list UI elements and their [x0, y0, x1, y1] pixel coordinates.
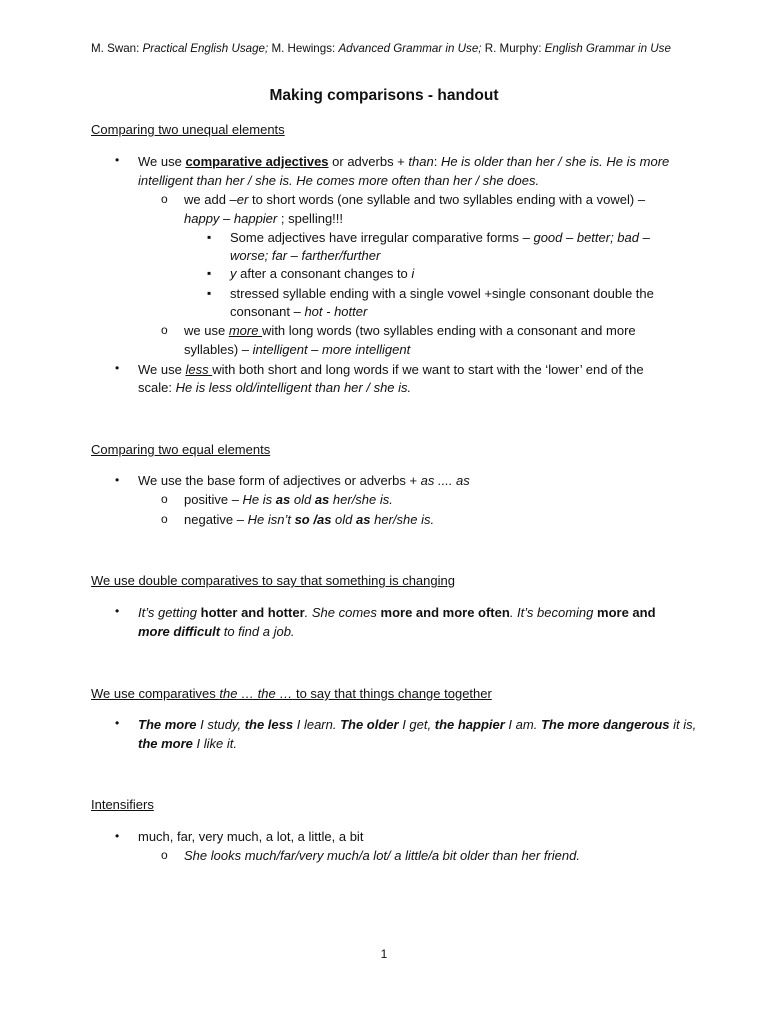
- bullet-square: ▪: [207, 230, 212, 244]
- unequal-line-8: stressed syllable ending with a single vowel +single consonant double the: [230, 286, 654, 301]
- bullet-square: ▪: [207, 286, 212, 300]
- ref-author-murphy: R. Murphy:: [481, 42, 545, 55]
- bullet-disc: •: [115, 604, 120, 618]
- bullet-disc: •: [115, 361, 120, 375]
- equal-line-1: We use the base form of adjectives or adverbs + as .... as: [138, 473, 470, 488]
- unequal-line-4: happy – happier ; spelling!!!: [184, 211, 344, 226]
- equal-line-positive: positive – He is as old as her/she is.: [184, 492, 393, 507]
- section-heading-unequal: Comparing two unequal elements: [91, 122, 285, 137]
- double-line-2: more difficult to find a job.: [138, 624, 295, 639]
- bullet-circle: o: [161, 848, 168, 862]
- section-heading-intensifiers: Intensifiers: [91, 797, 154, 812]
- page-number: 1: [380, 947, 388, 961]
- intensifiers-line-2: She looks much/far/very much/a lot/ a little/a bit older than her friend.: [184, 848, 580, 863]
- bullet-disc: •: [115, 473, 120, 487]
- unequal-line-11: syllables) – intelligent – more intelligent: [184, 342, 411, 357]
- bullet-circle: o: [161, 192, 168, 206]
- bullet-disc: •: [115, 153, 120, 167]
- ref-title-hewings: Advanced Grammar in Use;: [338, 42, 482, 55]
- bullet-circle: o: [161, 323, 168, 337]
- section-heading-equal: Comparing two equal elements: [91, 442, 271, 457]
- intensifiers-line-1: much, far, very much, a lot, a little, a bit: [138, 829, 364, 844]
- source-references: [91, 42, 731, 55]
- bullet-disc: •: [115, 829, 120, 843]
- equal-line-negative: negative – He isn’t so /as old as her/she is.: [184, 512, 435, 527]
- unequal-line-12: We use less with both short and long words if we want to start with the ‘lower’ end of the: [138, 362, 644, 377]
- the-the-line-1: The more I study, the less I learn. The older I get, the happier I am. The more dangerous it is,: [138, 717, 697, 732]
- ref-author-hewings: M. Hewings:: [268, 42, 339, 55]
- bullet-square: ▪: [207, 266, 212, 280]
- ref-author-swan: M. Swan:: [91, 42, 143, 55]
- section-heading-the-the: We use comparatives the … the … to say that things change together: [91, 686, 492, 701]
- unequal-line-7: y after a consonant changes to i: [230, 266, 415, 281]
- bullet-circle: o: [161, 512, 168, 526]
- double-line-1: It’s getting hotter and hotter. She comes more and more often. It’s becoming more and: [138, 605, 656, 620]
- unequal-line-2: intelligent than her / she is. He comes more often than her / she does.: [138, 173, 540, 188]
- ref-title-murphy: English Grammar in Use: [544, 42, 671, 55]
- unequal-line-6: worse; far – farther/further: [230, 248, 381, 263]
- page-title: Making comparisons - handout: [269, 87, 499, 104]
- unequal-line-1: We use comparative adjectives or adverbs + than: He is older than her / she is. He is more: [138, 154, 670, 169]
- unequal-line-13: scale: He is less old/intelligent than her / she is.: [138, 380, 412, 395]
- the-the-line-2: the more I like it.: [138, 736, 237, 751]
- ref-title-swan: Practical English Usage;: [142, 42, 269, 55]
- section-heading-double-comparatives: We use double comparatives to say that something is changing: [91, 573, 455, 588]
- unequal-line-10: we use more with long words (two syllables ending with a consonant and more: [184, 323, 636, 338]
- bullet-circle: o: [161, 492, 168, 506]
- unequal-line-9: consonant – hot - hotter: [230, 304, 368, 319]
- unequal-line-3: we add –er to short words (one syllable and two syllables ending with a vowel) –: [184, 192, 646, 207]
- bullet-disc: •: [115, 716, 120, 730]
- unequal-line-5: Some adjectives have irregular comparative forms – good – better; bad –: [230, 230, 650, 245]
